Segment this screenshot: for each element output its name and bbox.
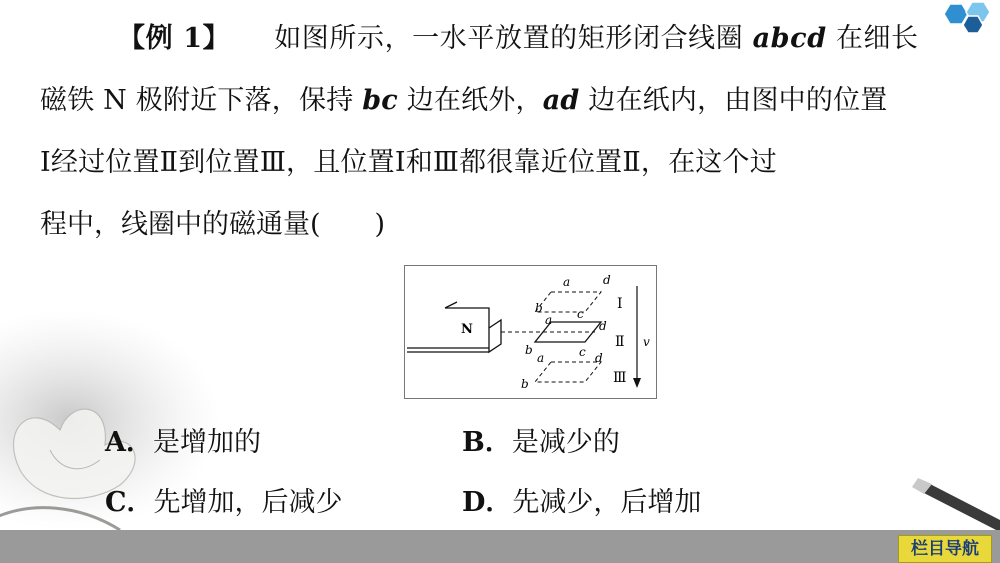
option-c[interactable] xyxy=(105,480,343,519)
option-letter: B． xyxy=(462,427,512,458)
label-b: b xyxy=(525,343,533,357)
option-letter: D． xyxy=(462,487,513,518)
label-c: c xyxy=(577,307,584,321)
option-text: 是增加的 xyxy=(152,427,261,458)
velocity-label: v xyxy=(643,335,650,349)
option-d[interactable] xyxy=(462,480,701,519)
question-text-segment: 边在纸外， xyxy=(397,85,543,116)
question-line-4: 程中，线圈中的磁通量( ) xyxy=(40,209,386,240)
question-line-2 xyxy=(40,70,970,132)
label-d: d xyxy=(603,273,611,287)
option-a[interactable] xyxy=(105,420,261,459)
arrow-head-icon xyxy=(633,378,641,388)
label-c: c xyxy=(579,345,586,359)
section-nav-button[interactable]: 栏目导航 xyxy=(898,535,992,563)
label-d: d xyxy=(595,351,603,365)
label-b: b xyxy=(535,301,543,315)
coil-name: abcd xyxy=(752,23,827,54)
brush-pen-icon xyxy=(912,478,1000,532)
option-letter: A． xyxy=(105,427,153,458)
question-text-segment: 磁铁 N 极附近下落，保持 xyxy=(40,85,363,116)
option-text: 先减少，后增加 xyxy=(512,487,702,518)
label-a: a xyxy=(537,351,545,365)
edge-bc: bc xyxy=(362,85,398,116)
coil-position-3 xyxy=(535,362,601,382)
position-2-label: Ⅱ xyxy=(615,334,625,350)
label-a: a xyxy=(563,275,571,289)
option-text: 是减少的 xyxy=(511,427,620,458)
bottom-bar xyxy=(0,530,1000,563)
question-text-segment: 边在纸内，由图中的位置 xyxy=(579,85,888,116)
coil-position-1 xyxy=(535,292,601,312)
question-text xyxy=(40,8,970,256)
position-3-label: Ⅲ xyxy=(613,370,627,386)
bar-magnet xyxy=(407,302,501,352)
label-d: d xyxy=(599,319,607,333)
label-a: a xyxy=(545,313,553,327)
option-text: 先增加，后减少 xyxy=(153,487,343,518)
position-1-label: Ⅰ xyxy=(617,296,623,312)
question-line-1 xyxy=(40,8,970,70)
example-label: 【例 1】 xyxy=(118,23,231,54)
figure-drawing xyxy=(405,266,656,398)
question-text-segment: 在细长 xyxy=(826,23,919,54)
edge-ad: ad xyxy=(542,85,580,116)
option-letter: C． xyxy=(105,487,154,518)
magnet-label: N xyxy=(461,322,473,337)
coil-magnet-figure xyxy=(404,265,657,399)
label-b: b xyxy=(521,377,529,391)
question-text-segment: 如图所示，一水平放置的矩形闭合线圈 xyxy=(274,23,753,54)
question-line-3: Ⅰ经过位置Ⅱ到位置Ⅲ，且位置Ⅰ和Ⅲ都很靠近位置Ⅱ，在这个过 xyxy=(40,147,777,178)
option-b[interactable] xyxy=(462,420,620,459)
